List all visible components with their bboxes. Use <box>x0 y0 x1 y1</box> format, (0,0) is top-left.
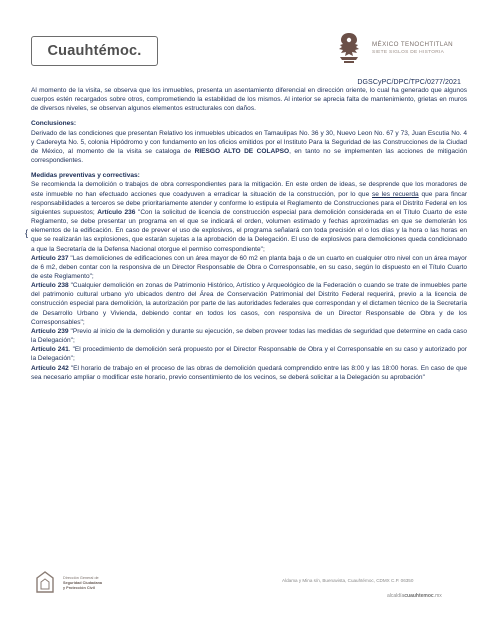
cuauhtemoc-logo: Cuauhtémoc . <box>31 36 158 66</box>
reference-number: DGSCyPC/DPC/TPC/0277/2021 <box>357 79 461 86</box>
article-242: Artículo 242 "El horario de trabajo en el proceso de las obras de demolición quedará comprendido entre las 8:00 y las 18:00 horas. En caso de que sea necesario ampliar o modificar este horario, previo consentimiento de los vecinos, se deberá solicitar a la Delegación su aprobación" <box>31 364 468 381</box>
article-236-label: Artículo 236 <box>97 208 136 216</box>
footer-address: Aldama y Mina s/n, Buenavista, Cuauhtémoc, CDMX C.P. 06350 <box>282 578 414 583</box>
city-title-block <box>372 41 453 57</box>
department-name: Dirección General de Seguridad Ciudadana y Protección Civil <box>63 576 103 590</box>
city-title: MÉXICO TENOCHTITLAN <box>372 41 454 48</box>
conclusions-heading: Conclusiones: <box>31 120 77 128</box>
margin-bracket: { <box>25 228 29 238</box>
intro-paragraph: Al momento de la visita, se observa que los inmuebles, presenta un asentamiento diferencial en dirección oriente, lo cual ha generado que algunos cuerpos estén recargados sobre otros, comprometiendo la estabilidad de los mismos. Al interior se aprecia falta de mantenimiento, grietas en muros de diversos niveles, se observan algunos elementos estructurales con daños. <box>31 87 467 113</box>
conclusions-paragraph: Derivado de las condiciones que presentan Relativo los inmuebles ubicados en Tamaulipas No. 36 y 30, Nuevo Leon No. 67 y 73, Juan Escutia No. 4 y Cadereyta No. 5, colonia Hipódromo y con fundamento en los oficios emitidos por el Instituto Para la Seguridad de las Construcciones de la Ciudad de México, al momento de la visita se cataloga de RIESGO ALTO DE COLAPSO, en tanto no se implementen las acciones de mitigación correspondientes. <box>31 129 467 165</box>
crest-icon <box>334 31 364 65</box>
article-241: Artículo 241. "El procedimiento de demolición será propuesto por el Director Responsable de Obra y el Corresponsable en su caso y autorizado por la Delegación"; <box>31 346 467 363</box>
city-subtitle: SIETE SIGLOS DE HISTORIA <box>372 50 445 55</box>
footer-website: alcaldíacuauhtemoc.mx <box>387 593 442 599</box>
measures-heading: Medidas preventivas y correctivas: <box>31 172 140 180</box>
civil-protection-logo-icon <box>35 570 55 594</box>
document-body <box>31 86 467 382</box>
logo-text: Cuauhtémoc <box>47 43 138 59</box>
article-238: Artículo 238 "Cualquier demolición en zonas de Patrimonio Histórico, Artístico y Arqueológico de la Federación o cuando se trate de inmuebles parte del patrimonio cultural urbano y/o ubicados dentro del Área de Conservación Patrimonial del Distrito Federal requerirá, previo a la licencia de construcción especial para demolición, la autorización por parte de las autoridades federales que correspondan y el dictamen técnico de la Secretaría de Desarrollo Urbano y Vivienda, debiendo contar en todos los casos, con responsiva de un Director Responsable de Obra y de los Corresponsables"; <box>31 282 468 326</box>
risk-label: RIESGO ALTO DE COLAPSO <box>194 147 290 155</box>
article-239: Artículo 239 "Previo al inicio de la demolición y durante su ejecución, se deben proveer todas las medidas de seguridad que determine en cada caso la Delegación"; <box>31 327 467 345</box>
article-237: Artículo 237 "Las demoliciones de edificaciones con un área mayor de 60 m2 en planta baja o de un cuarto en cualquier otro nivel con un área mayor de 6 m2, deben contar con la responsiva de un Director Responsable de Obra o Corresponsable, en su caso, según lo dispuesto en el Título Cuarto de este Reglamento"; <box>31 254 467 280</box>
measures-paragraph: Se recomienda la demolición o trabajos de obra correspondientes para la mitigación. En este orden de ideas, se desprende que los moradores de este inmueble no han efectuado acciones que coadyuven a erradicar la situación de la construcción, por lo que se les recuerda que para fincar responsabilidades a terceros se debe prioritariamente atender y conforme lo estipula el Reglamento de Construcciones para el Distrito Federal en los siguientes supuestos; Artículo 236 "Con la solicitud de licencia de construcción especial para demolición considerada en el Título Cuarto de este Reglamento, se debe presentar un programa en el que se indicará el orden, volumen estimado y fechas aproximadas en que se demolerán los elementos de la edificación. En caso de prever el uso de explosivos, el programa señalará con toda precisión el o los días y la hora o las horas en que se realizarán las explosiones, que estarán sujetas a la aprobación de la Delegación. El uso de explosivos para demoliciones queda condicionado a que la Secretaría de la Defensa Nacional otorgue el permiso correspondiente"; <box>31 181 468 253</box>
underlined-phrase: se les recuerda <box>372 190 419 198</box>
